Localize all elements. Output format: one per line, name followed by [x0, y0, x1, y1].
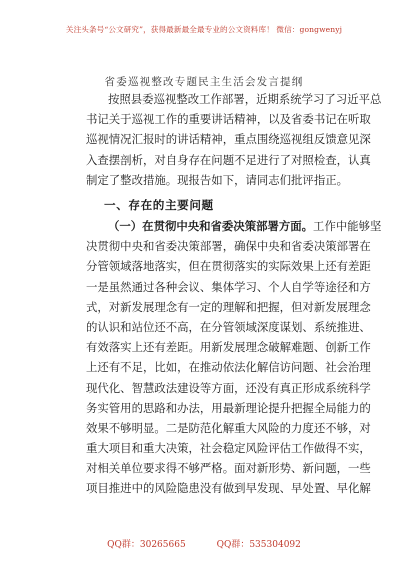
- paragraph-line: 入查摆剖析，对自身存在问题不足进行了对照检查，认真: [86, 152, 371, 167]
- paragraph-line: 分管领域落地落实，但在贯彻落实的实际效果上还有差距: [86, 259, 371, 274]
- document-title: 省委巡视整改专题民主生活会发言提纲: [104, 76, 304, 88]
- paragraph-line: 上还有不足，比如，在推动依法化解信访问题、社会治理: [86, 360, 371, 375]
- paragraph-line: 书记关于巡视工作的重要讲话精神，以及省委书记在听取: [86, 112, 371, 127]
- qq-group-1: QQ群：30265665: [107, 540, 186, 550]
- paragraph-lead: （一）在贯彻中央和省委决策部署方面。: [108, 219, 314, 233]
- paragraph-line: 巡视情况汇报时的讲话精神，重点围绕巡视组反馈意见深: [86, 132, 371, 147]
- intro-paragraph: [86, 89, 382, 190]
- paragraph-line: 有效落实上还有差距。用新发展理念破解难题、创新工作: [86, 340, 371, 355]
- paragraph-line: 制定了整改措施。现报告如下，请同志们批评指正。: [86, 172, 348, 187]
- paragraph-line: 按照县委巡视整改工作部署，近期系统学习了习近平总: [108, 92, 382, 106]
- paragraph-line: 项目推进中的风险隐患没有做到早发现、早处置、早化解: [86, 481, 371, 496]
- paragraph-line: 一是虽然通过各种会议、集体学习、个人自学等途径和方: [86, 279, 371, 294]
- paragraph-line: 现代化、智慧政法建设等方面，还没有真正形成系统科学: [86, 380, 371, 395]
- paragraph-lead-rest: 工作中能够坚: [313, 219, 382, 233]
- paragraph-line: 对相关单位要求得不够严格。面对新形势、新问题，一些: [86, 461, 371, 476]
- paragraph-line: 效果不够明显。二是防范化解重大风险的力度还不够，对: [86, 420, 371, 435]
- qq-group-2: QQ群：535304092: [216, 540, 301, 550]
- paragraph-line: 的认识和站位还不高，在分管领域深度谋划、系统推进、: [86, 319, 371, 334]
- top-banner: 关注头条号“公文研究”，获得最新最全最专业的公文资料库！ 微信：gongwenyj: [65, 25, 343, 34]
- bottom-banner: [0, 537, 408, 550]
- paragraph-line: 重大项目和重大决策，社会稳定风险评估工作做得不实，: [86, 441, 371, 456]
- paragraph-line: 务实管用的思路和办法，用最新理论提升把握全局能力的: [86, 400, 371, 415]
- paragraph-line: 式，对新发展理念有一定的理解和把握，但对新发展理念: [86, 299, 371, 314]
- section-paragraph: [86, 216, 382, 499]
- section-heading: 一、存在的主要问题: [104, 198, 214, 212]
- paragraph-line: 决贯彻中央和省委决策部署，确保中央和省委决策部署在: [86, 239, 371, 254]
- paragraph-line: [86, 216, 382, 236]
